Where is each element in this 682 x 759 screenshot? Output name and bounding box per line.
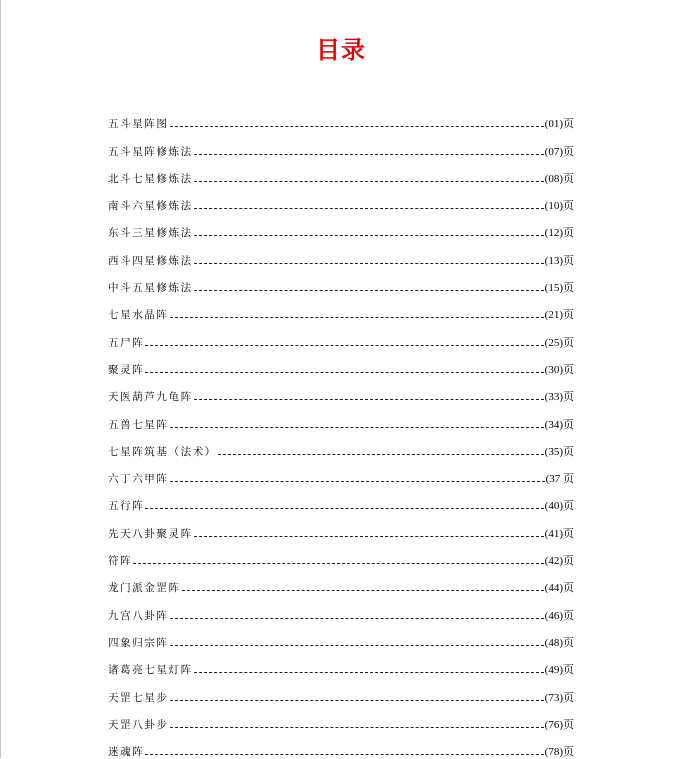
toc-entry[interactable] [108,322,574,349]
toc-leader-dashes [194,263,544,264]
toc-leader-dashes [145,345,543,346]
toc-entry-label: 五斗星阵修炼法 [108,145,193,158]
toc-entry-label: 九宫八卦阵 [108,609,169,622]
toc-entry-label: 五兽七星阵 [108,418,169,431]
toc-leader-dashes [170,126,544,127]
toc-entry-label: 中斗五星修炼法 [108,282,193,295]
toc-leader-dashes [194,536,544,537]
toc-entry-page: (15)页 [544,282,574,295]
toc-entry[interactable] [108,732,574,759]
toc-leader-dashes [218,454,544,455]
toc-entry[interactable] [108,213,574,240]
toc-entry[interactable] [108,350,574,377]
toc-leader-dashes [170,427,544,428]
toc-entry-label: 天医葫芦九龟阵 [108,391,193,404]
toc-entry-page: (48)页 [544,636,574,649]
toc-entry-label: 龙门派金罡阵 [108,582,181,595]
toc-entry-page: (42)页 [544,555,574,568]
toc-entry[interactable] [108,705,574,732]
table-of-contents [108,104,574,759]
toc-leader-dashes [170,645,544,646]
toc-entry[interactable] [108,131,574,158]
toc-entry[interactable] [108,513,574,540]
toc-entry-label: 聚灵阵 [108,363,145,376]
toc-entry[interactable] [108,404,574,431]
toc-entry-page: (33)页 [544,391,574,404]
toc-entry-page: (44)页 [544,582,574,595]
toc-entry-label: 东斗三星修炼法 [108,227,193,240]
toc-entry[interactable] [108,486,574,513]
toc-leader-dashes [194,290,544,291]
toc-entry-label: 北斗七星修炼法 [108,172,193,185]
toc-entry-label: 五尸阵 [108,336,145,349]
toc-entry-page: (01)页 [544,118,574,131]
toc-entry-label: 迷魂阵 [108,746,145,759]
toc-entry-page: (73)页 [544,691,574,704]
toc-leader-dashes [133,563,543,564]
toc-entry-label: 七星阵筑基（法术） [108,445,217,458]
toc-leader-dashes [194,181,544,182]
toc-entry-label: 五斗星阵图 [108,118,169,131]
toc-leader-dashes [145,372,543,373]
toc-entry-label: 诸葛亮七星灯阵 [108,664,193,677]
toc-entry-label: 天罡八卦步 [108,718,169,731]
toc-entry[interactable] [108,677,574,704]
toc-entry-label: 符阵 [108,555,133,568]
toc-entry[interactable] [108,623,574,650]
toc-entry-page: (76)页 [544,718,574,731]
page-edge [0,0,1,758]
toc-leader-dashes [194,208,544,209]
toc-entry-label: 天罡七星步 [108,691,169,704]
toc-entry-page: (30)页 [544,363,574,376]
toc-entry[interactable] [108,240,574,267]
toc-entry[interactable] [108,159,574,186]
toc-entry-label: 六丁六甲阵 [108,473,169,486]
toc-leader-dashes [170,317,544,318]
toc-entry[interactable] [108,377,574,404]
toc-leader-dashes [145,754,543,755]
toc-entry-page: (08)页 [544,172,574,185]
toc-leader-dashes [170,700,544,701]
toc-leader-dashes [145,508,543,509]
toc-leader-dashes [194,235,544,236]
toc-entry[interactable] [108,595,574,622]
toc-leader-dashes [170,618,544,619]
toc-entry[interactable] [108,459,574,486]
toc-leader-dashes [194,399,544,400]
toc-entry-page: (34)页 [544,418,574,431]
toc-entry-label: 西斗四星修炼法 [108,254,193,267]
toc-entry[interactable] [108,295,574,322]
toc-entry-label: 四象归宗阵 [108,636,169,649]
toc-entry[interactable] [108,650,574,677]
toc-entry-page: (35)页 [544,445,574,458]
toc-leader-dashes [170,481,545,482]
toc-entry-page: (07)页 [544,145,574,158]
toc-entry-page: (37 页 [545,473,574,486]
toc-leader-dashes [194,672,544,673]
toc-entry-page: (78)页 [544,746,574,759]
toc-entry-page: (46)页 [544,609,574,622]
toc-entry[interactable] [108,541,574,568]
page-title: 目录 [316,35,366,64]
toc-entry-label: 七星水晶阵 [108,309,169,322]
toc-entry-page: (12)页 [544,227,574,240]
toc-entry-page: (41)页 [544,527,574,540]
toc-entry-label: 五行阵 [108,500,145,513]
toc-entry-page: (13)页 [544,254,574,267]
toc-entry-page: (10)页 [544,200,574,213]
toc-entry-page: (21)页 [544,309,574,322]
toc-entry-page: (25)页 [544,336,574,349]
toc-entry[interactable] [108,104,574,131]
toc-leader-dashes [194,154,544,155]
toc-entry-label: 南斗六星修炼法 [108,200,193,213]
toc-entry[interactable] [108,568,574,595]
toc-leader-dashes [170,727,544,728]
toc-entry-page: (40)页 [544,500,574,513]
toc-entry-label: 先天八卦聚灵阵 [108,527,193,540]
toc-entry[interactable] [108,268,574,295]
toc-entry[interactable] [108,186,574,213]
toc-entry[interactable] [108,432,574,459]
toc-leader-dashes [182,590,544,591]
toc-entry-page: (49)页 [544,664,574,677]
